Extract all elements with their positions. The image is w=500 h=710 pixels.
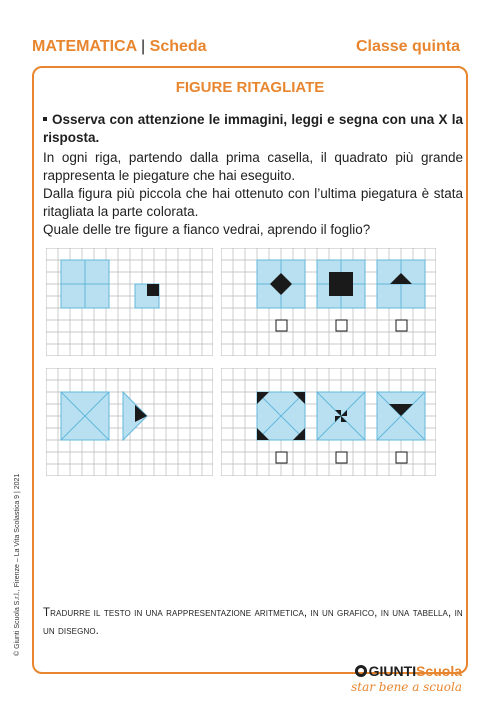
page-header bbox=[32, 38, 460, 62]
instructions bbox=[43, 111, 463, 239]
header-left bbox=[32, 38, 207, 56]
side-credit: © Giunti Scuola S.r.l., Firenze – La Vita Scolastica 9 | 2021 bbox=[14, 473, 21, 656]
exercise-1-folding-grid bbox=[46, 248, 213, 356]
sheet-type: Scheda bbox=[149, 38, 207, 55]
footer-note: Tradurre il testo in una rappresentazione aritmetica, in un grafico, in una tabella, in un disegno. bbox=[43, 607, 463, 637]
bullet-icon bbox=[43, 117, 47, 121]
exercise-2-answers-grid bbox=[221, 368, 436, 476]
subject-label: MATEMATICA bbox=[32, 38, 137, 55]
answer-checkbox-2[interactable] bbox=[336, 320, 347, 331]
cut-square bbox=[147, 284, 159, 296]
answer-checkbox-2[interactable] bbox=[336, 452, 347, 463]
logo-brand bbox=[351, 663, 462, 679]
answer-checkbox-3[interactable] bbox=[396, 320, 407, 331]
answer-2-square-cut bbox=[329, 272, 353, 296]
instructions-body-1: In ogni riga, partendo dalla prima casella, il quadrato più grande rappresenta le piegature che hai eseguito. bbox=[43, 150, 463, 183]
instructions-lead bbox=[43, 111, 463, 147]
instructions-lead-text: Osserva con attenzione le immagini, leggi e segna con una X la risposta. bbox=[43, 112, 463, 145]
exercise-1-answers-grid bbox=[221, 248, 436, 356]
answer-checkbox-3[interactable] bbox=[396, 452, 407, 463]
grade-label: Classe quinta bbox=[355, 38, 460, 55]
logo-brand-b: Scuola bbox=[416, 663, 462, 679]
header-separator: | bbox=[141, 38, 146, 55]
exercise-2-folding-grid bbox=[46, 368, 213, 476]
publisher-logo bbox=[351, 663, 462, 694]
answer-checkbox-1[interactable] bbox=[276, 320, 287, 331]
logo-g-icon bbox=[355, 665, 367, 677]
worksheet-title: FIGURE RITAGLIATE bbox=[175, 79, 325, 96]
logo-brand-a: GIUNTI bbox=[368, 663, 417, 679]
instructions-body-2: Dalla figura più piccola che hai ottenuto con l’ultima piegatura è stata ritagliata la parte colorata. bbox=[43, 186, 463, 219]
answer-checkbox-1[interactable] bbox=[276, 452, 287, 463]
instructions-body-3: Quale delle tre figure a fianco vedrai, aprendo il foglio? bbox=[43, 222, 371, 237]
logo-tagline: star bene a scuola bbox=[351, 680, 462, 694]
